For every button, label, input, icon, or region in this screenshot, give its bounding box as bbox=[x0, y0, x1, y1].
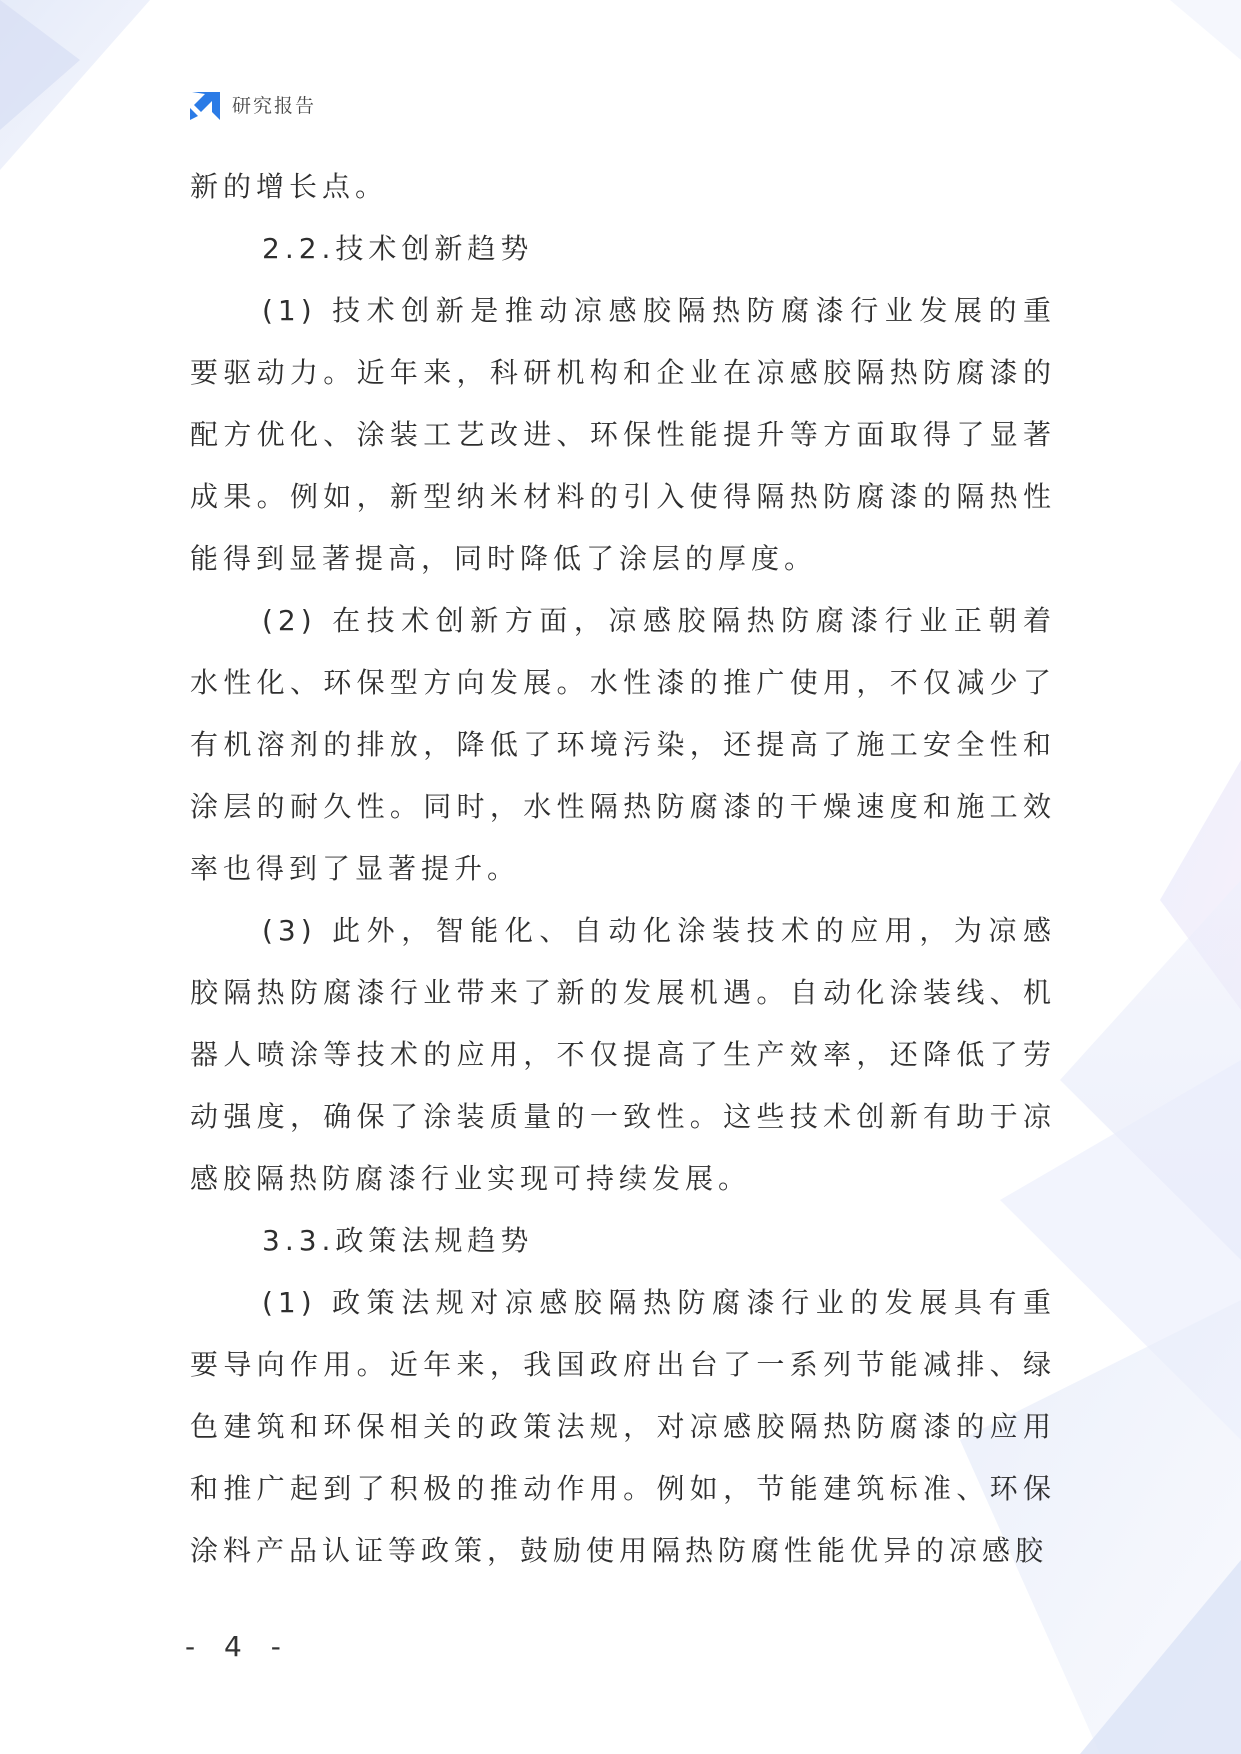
section-heading-policy: 3.3.政策法规趋势 bbox=[262, 1224, 534, 1257]
page-number: - 4 - bbox=[185, 1630, 291, 1663]
paragraph-tech-2: (2) 在技术创新方面，凉感胶隔热防腐漆行业正朝着水性化、环保型方向发展。水性漆的推广使用，不仅减少了有机溶剂的排放，降低了环境污染，还提高了施工安全性和涂层的耐久性。同时，水性隔热防腐漆的干燥速度和施工效率也得到了显著提升。 bbox=[190, 604, 1056, 885]
paragraph-continuation: 新的增长点。 bbox=[190, 170, 389, 203]
paragraph-tech-3: (3) 此外，智能化、自动化涂装技术的应用，为凉感胶隔热防腐漆行业带来了新的发展机遇。自动化涂装线、机器人喷涂等技术的应用，不仅提高了生产效率，还降低了劳动强度，确保了涂装质量的一致性。这些技术创新有助于凉感胶隔热防腐漆行业实现可持续发展。 bbox=[190, 914, 1056, 1195]
paragraph-policy-1: (1) 政策法规对凉感胶隔热防腐漆行业的发展具有重要导向作用。近年来，我国政府出台了一系列节能减排、绿色建筑和环保相关的政策法规，对凉感胶隔热防腐漆的应用和推广起到了积极的推动作用。例如，节能建筑标准、环保涂料产品认证等政策，鼓励使用隔热防腐性能优异的凉感胶 bbox=[190, 1286, 1056, 1567]
arrow-up-right-icon bbox=[186, 86, 222, 122]
paragraph-tech-1: (1) 技术创新是推动凉感胶隔热防腐漆行业发展的重要驱动力。近年来，科研机构和企业在凉感胶隔热防腐漆的配方优化、涂装工艺改进、环保性能提升等方面取得了显著成果。例如，新型纳米材料的引入使得隔热防腐漆的隔热性能得到显著提高，同时降低了涂层的厚度。 bbox=[190, 294, 1056, 575]
document-body bbox=[190, 156, 1056, 1582]
header-title: 研究报告 bbox=[232, 94, 317, 117]
section-heading-tech-innovation: 2.2.技术创新趋势 bbox=[262, 232, 534, 265]
report-header bbox=[186, 86, 316, 122]
